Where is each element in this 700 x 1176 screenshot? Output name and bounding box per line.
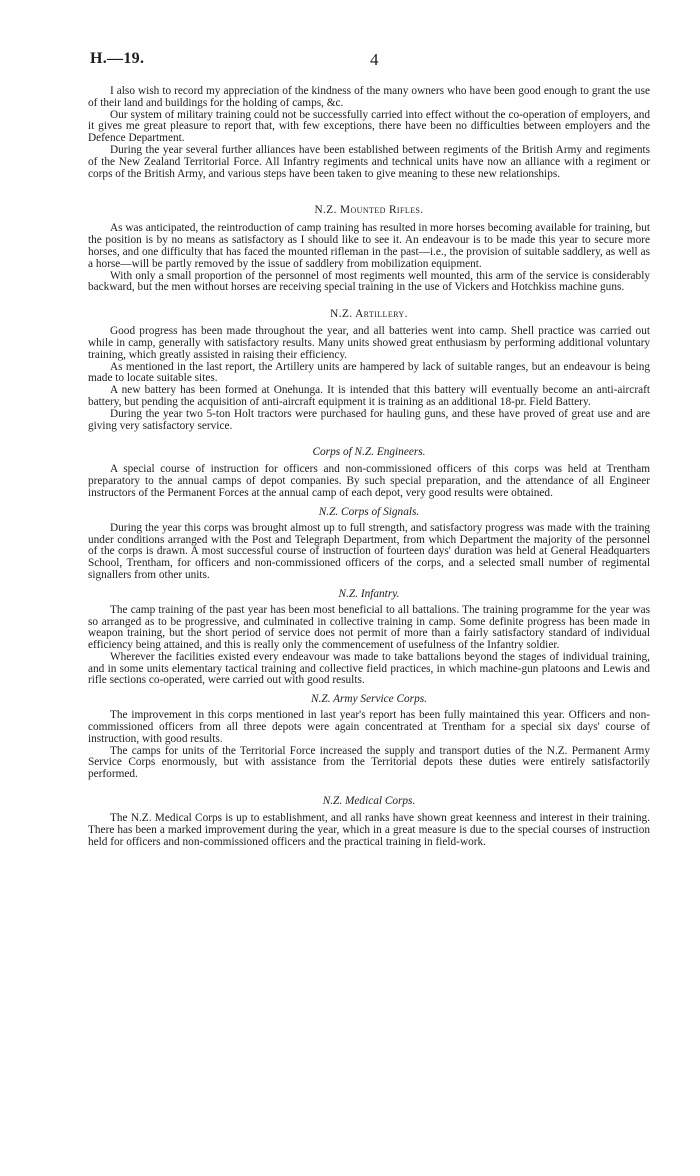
page-number: 4 [370, 50, 379, 69]
section-heading-medical: N.Z. Medical Corps. [322, 795, 416, 808]
paragraph: During the year several further alliances have been established between regiments of the British Army and regiments of the New Zealand Territorial Force. All Infantry regiments and technical units have now an alliance with a regiment or corps of the British Army, and various steps have been taken to give meaning to these new relationships. [88, 143, 650, 180]
paragraph: The improvement in this corps mentioned in last year's report has been fully maintained this year. Officers and non-commissioned officers from all three depots were again concentrated at Trentham for a special six days' course of instruction, with good results. [88, 709, 650, 745]
paragraph: With only a small proportion of the personnel of most regiments well mounted, this arm of the service is considerably backward, but the men without horses are receiving special training in the use of Vickers and Hotchkiss machine guns. [88, 269, 650, 294]
section-heading-army-service: N.Z. Army Service Corps. [311, 693, 427, 706]
paragraph: Our system of military training could not be successfully carried into effect without the co-operation of employers, and it gives me great pleasure to report that, with few exceptions, there have been no difficulties between employers and the Defence Department. [88, 108, 650, 145]
paragraph: As was anticipated, the reintroduction of camp training has resulted in more horses becoming available for training, but the position is by no means as satisfactory as I should like to see it. An endeavour is to be made this year to secure more horses, and one difficulty that has faced the mounted rifleman in the past—i.e., the provision of suitable saddlery, as well as a horse—will be partly removed by the issue of saddlery from mobilization equipment. [88, 222, 650, 270]
document-body [88, 86, 650, 848]
document-code: H.—19. [90, 50, 145, 67]
paragraph: The N.Z. Medical Corps is up to establishment, and all ranks have shown great keenness and interest in their training. There has been a marked improvement during the year, which in a great measure is due to the special courses of instruction held for officers and non-commissioned officers and the practical training in field-work. [88, 812, 650, 848]
page-header [90, 50, 650, 72]
section-heading-infantry: N.Z. Infantry. [338, 587, 400, 600]
paragraph: During the year two 5-ton Holt tractors were purchased for hauling guns, and these have proved of great use and are giving very satisfactory service. [88, 407, 650, 432]
section-heading-signals: N.Z. Corps of Signals. [318, 505, 420, 518]
section-heading-artillery: N.Z. Artillery. [330, 308, 408, 321]
paragraph: A special course of instruction for officers and non-commissioned officers of this corps was held at Trentham preparatory to the annual camps of depot companies. By such special preparation, and the attendance of all Engineer instructors of the Permanent Forces at the annual camp of each depot, very good results were obtained. [88, 463, 650, 499]
paragraph: During the year this corps was brought almost up to full strength, and satisfactory progress was made with the training under conditions arranged with the Post and Telegraph Department, from which Department the majority of the personnel of the corps is drawn. A most successful course of instruction of fourteen days' duration was held at General Headquarters School, Trentham, for officers and non-commissioned officers of the corps, and a selected small number of regimental signallers from other units. [88, 521, 650, 581]
paragraph: The camp training of the past year has been most beneficial to all battalions. The training programme for the year was so arranged as to be progressive, and culminated in collective training in camp. Some definite progress has been made in weapon training, but the short period of service does not permit of more than a fairly satisfactory standard of individual efficiency being attained, and this is really only the commencement of usefulness of the Infantry soldier. [88, 603, 650, 652]
section-heading-engineers: Corps of N.Z. Engineers. [312, 446, 426, 459]
paragraph: I also wish to record my appreciation of the kindness of the many owners who have been good enough to grant the use of their land and buildings for the holding of camps, &c. [88, 85, 650, 109]
paragraph: A new battery has been formed at Onehunga. It is intended that this battery will eventually become an anti-aircraft battery, but pending the acquisition of anti-aircraft equipment it is training as an additional 18-pr. Field Battery. [88, 384, 650, 408]
paragraph: As mentioned in the last report, the Artillery units are hampered by lack of suitable ranges, but an endeavour is being made to locate suitable sites. [88, 360, 650, 385]
section-heading-mounted-rifles: N.Z. Mounted Rifles. [314, 204, 424, 217]
paragraph: The camps for units of the Territorial Force increased the supply and transport duties of the N.Z. Permanent Army Service Corps enormously, but with assistance from the Territorial depots these duties were entirely satisfactorily performed. [88, 744, 650, 781]
paragraph: Wherever the facilities existed every endeavour was made to take battalions beyond the stages of individual training, and in some units elementary tactical training and collective field practices, in which machine-gun platoons and Lewis and rifle sections co-operated, were carried out with good results. [88, 650, 650, 687]
paragraph: Good progress has been made throughout the year, and all batteries went into camp. Shell practice was carried out while in camp, generally with satisfactory results. Many units showed great enthusiasm by performing additional voluntary training, which greatly assisted in raising their efficiency. [88, 325, 650, 361]
